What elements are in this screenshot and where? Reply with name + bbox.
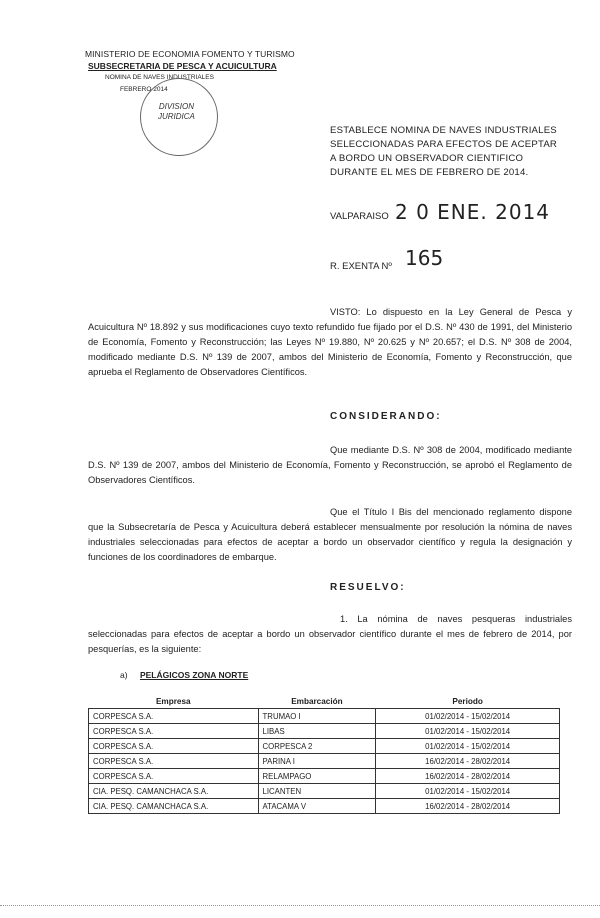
cell-periodo: 01/02/2014 - 15/02/2014: [376, 784, 560, 799]
table-row: [89, 784, 560, 799]
considerando-heading: CONSIDERANDO:: [330, 411, 442, 422]
table-row: [89, 724, 560, 739]
resuelvo-heading: RESUELVO:: [330, 582, 406, 593]
place-label: VALPARAISO: [330, 211, 389, 222]
list-item-a: [120, 670, 248, 680]
cell-periodo: 01/02/2014 - 15/02/2014: [376, 724, 560, 739]
cell-embarcacion: ATACAMA V: [258, 799, 376, 814]
stamp-line-1: DIVISION: [158, 102, 194, 111]
resolution-number: 165: [405, 246, 444, 270]
considerando-paragraph-1: Que mediante D.S. Nº 308 de 2004, modificado mediante D.S. Nº 139 de 2007, ambos del Ministerio de Economía, Fomento y Reconstrucción, se aprobó el Reglamento de Observadores Científicos.: [88, 445, 572, 485]
subsecretaria-name: SUBSECRETARIA DE PESCA Y ACUICULTURA: [88, 61, 277, 71]
cell-empresa: CIA. PESQ. CAMANCHACA S.A.: [89, 799, 259, 814]
header-month: FEBRERO 2014: [120, 86, 168, 93]
cell-empresa: CORPESCA S.A.: [89, 724, 259, 739]
cell-periodo: 16/02/2014 - 28/02/2014: [376, 799, 560, 814]
stamp-text: [158, 102, 195, 122]
cell-periodo: 16/02/2014 - 28/02/2014: [376, 754, 560, 769]
list-marker: a): [120, 670, 128, 680]
table-row: [89, 769, 560, 784]
table-header-row: [89, 695, 560, 709]
page-footer-divider: [0, 905, 600, 914]
cell-embarcacion: PARINA I: [258, 754, 376, 769]
column-header-periodo: Periodo: [376, 695, 560, 709]
cell-embarcacion: CORPESCA 2: [258, 739, 376, 754]
table-row: [89, 754, 560, 769]
cell-periodo: 01/02/2014 - 15/02/2014: [376, 709, 560, 724]
cell-embarcacion: RELAMPAGO: [258, 769, 376, 784]
ministry-name: MINISTERIO DE ECONOMIA FOMENTO Y TURISMO: [85, 49, 295, 59]
cell-embarcacion: LICANTEN: [258, 784, 376, 799]
cell-embarcacion: TRUMAO I: [258, 709, 376, 724]
table-row: [89, 799, 560, 814]
cell-empresa: CORPESCA S.A.: [89, 754, 259, 769]
visto-paragraph: VISTO: Lo dispuesto en la Ley General de Pesca y Acuicultura Nº 18.892 y sus modificaciones cuyo texto refundido fue fijado por el D.S. Nº 430 de 1991, del Ministerio de Economía, Fomento y Reconstrucción; las Leyes Nº 19.880, Nº 20.625 y Nº 20.657; el D.S. Nº 308 de 2004, modificado mediante D.S. Nº 139 de 2007, ambos del Ministerio de Economía, Fomento y Reconstrucción, que aprueba el Reglamento de Observadores Científicos.: [88, 307, 572, 377]
cell-periodo: 01/02/2014 - 15/02/2014: [376, 739, 560, 754]
cell-empresa: CIA. PESQ. CAMANCHACA S.A.: [89, 784, 259, 799]
list-title: PELÁGICOS ZONA NORTE: [139, 670, 249, 680]
vessel-table: [88, 695, 560, 814]
cell-empresa: CORPESCA S.A.: [89, 739, 259, 754]
document-date: 2 0 ENE. 2014: [395, 200, 551, 224]
cell-empresa: CORPESCA S.A.: [89, 709, 259, 724]
column-header-embarcacion: Embarcación: [258, 695, 376, 709]
header-subtitle: NOMINA DE NAVES INDUSTRIALES: [105, 74, 214, 81]
considerando-paragraph-2: Que el Título I Bis del mencionado reglamento dispone que la Subsecretaría de Pesca y Acuicultura deberá establecer mensualmente por resolución la nómina de naves industriales seleccionadas para efectos de aceptar a bordo un observador científico y regula la designación y funciones de los coordinadores de embarque.: [88, 507, 572, 562]
cell-periodo: 16/02/2014 - 28/02/2014: [376, 769, 560, 784]
document-title: ESTABLECE NOMINA DE NAVES INDUSTRIALES SELECCIONADAS PARA EFECTOS DE ACEPTAR A BORDO UN OBSERVADOR CIENTIFICO DURANTE EL MES DE FEBRERO DE 2014.: [330, 125, 558, 178]
resolution-label: R. EXENTA Nº: [330, 261, 392, 272]
resuelvo-paragraph-1: 1. La nómina de naves pesqueras industriales seleccionadas para efectos de aceptar a bordo un observador científico durante el mes de febrero de 2014, por pesquerías, es la siguiente:: [88, 614, 572, 654]
stamp-line-2: JURIDICA: [158, 112, 195, 121]
column-header-empresa: Empresa: [89, 695, 259, 709]
cell-embarcacion: LIBAS: [258, 724, 376, 739]
table-row: [89, 739, 560, 754]
cell-empresa: CORPESCA S.A.: [89, 769, 259, 784]
table-row: [89, 709, 560, 724]
